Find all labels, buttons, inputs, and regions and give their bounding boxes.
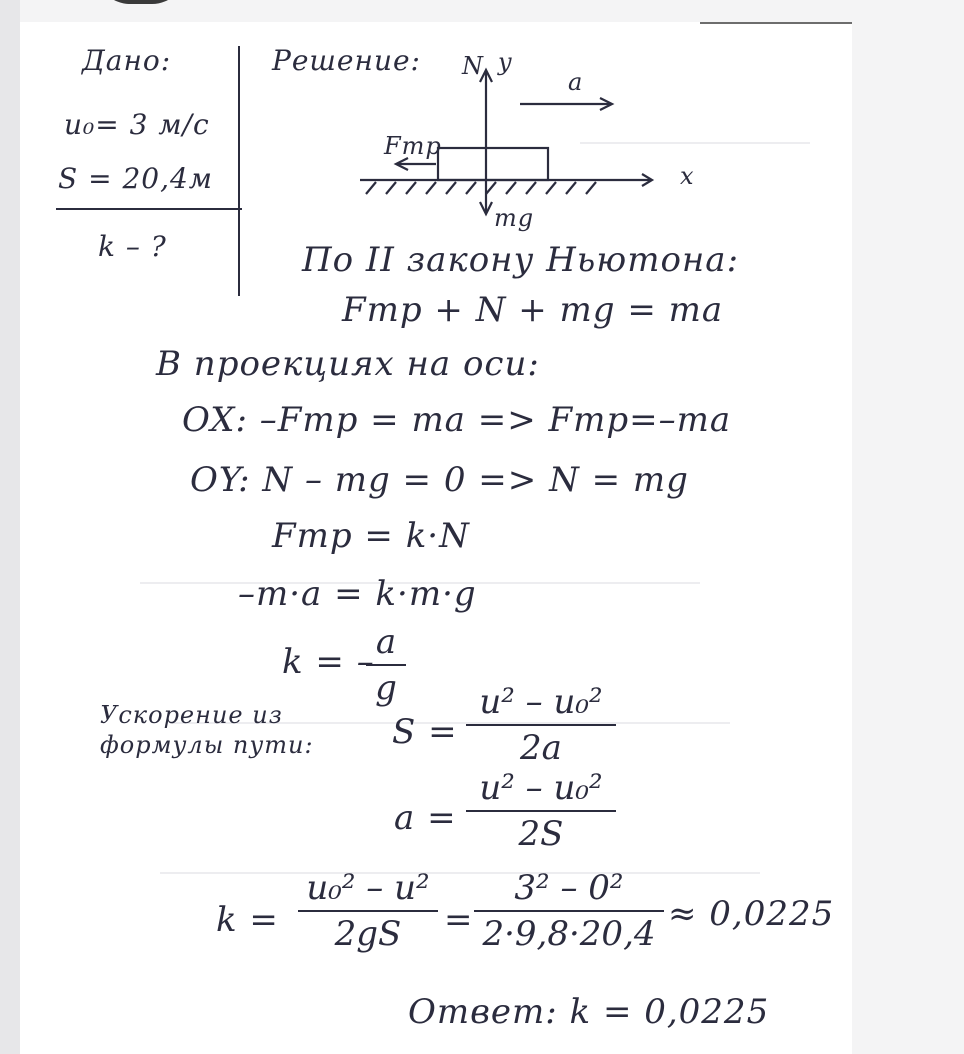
ox-projection: OX: –Fтр = ma => Fтр=–ma — [182, 400, 732, 440]
k-formula-fraction-numeric — [474, 868, 664, 954]
label-y: y — [498, 48, 513, 76]
given-vertical-divider — [238, 46, 240, 296]
fraction-denominator: g — [375, 668, 397, 708]
solution-heading: Решение: — [272, 44, 421, 77]
label-n: N — [462, 52, 484, 80]
fraction-denominator: 2a — [520, 728, 562, 768]
given-distance: S = 20,4м — [58, 162, 214, 195]
k-formula-lhs: k = — [216, 900, 279, 940]
fraction-denominator: 2·9,8·20,4 — [482, 914, 656, 954]
viewer-left-margin — [0, 0, 20, 1054]
fraction-bar — [474, 910, 664, 912]
s-formula-lhs: S = — [392, 712, 458, 752]
k-formula-result: ≈ 0,0225 — [668, 894, 835, 934]
label-mg: mg — [494, 204, 535, 232]
projections-heading: В проекциях на оси: — [156, 344, 540, 384]
k-formula-fraction-symbolic — [298, 868, 438, 954]
a-formula-fraction — [466, 768, 616, 854]
fraction-numerator: a — [375, 622, 397, 662]
given-initial-speed: u₀= 3 м/с — [64, 108, 210, 141]
fraction-numerator: u₀² – u² — [306, 868, 430, 908]
label-x: x — [680, 162, 695, 190]
acceleration-note: Ускорение из формулы пути: — [100, 701, 314, 759]
k-expression-fraction — [366, 622, 406, 708]
given-heading: Дано: — [82, 44, 172, 77]
page-edge-line — [700, 22, 852, 24]
k-formula-equals: = — [444, 900, 474, 940]
ground-hatching — [366, 182, 596, 194]
s-formula-fraction — [466, 682, 616, 768]
handwritten-solution-page — [20, 22, 852, 1054]
vector-equation: Fтр + N + mg = ma — [342, 290, 724, 330]
newton-law-heading: По II закону Ньютона: — [302, 240, 740, 280]
oy-projection: OY: N – mg = 0 => N = mg — [190, 460, 689, 500]
fraction-bar — [466, 810, 616, 812]
k-expression-lhs: k = – — [282, 642, 375, 682]
label-a: a — [568, 68, 584, 96]
a-formula-lhs: a = — [394, 798, 457, 838]
k-equation: –m·a = k·m·g — [238, 574, 477, 614]
bleed-through-line — [160, 872, 760, 874]
answer: Ответ: k = 0,0225 — [408, 992, 770, 1032]
fraction-denominator: 2gS — [334, 914, 402, 954]
block — [438, 148, 548, 180]
unknown-k: k – ? — [98, 230, 167, 263]
fraction-denominator: 2S — [518, 814, 564, 854]
label-friction: Fтр — [384, 132, 442, 160]
fraction-bar — [466, 724, 616, 726]
friction-formula: Fтр = k·N — [272, 516, 470, 556]
given-divider — [56, 208, 242, 210]
fraction-bar — [366, 664, 406, 666]
fraction-numerator: 3² – 0² — [514, 868, 624, 908]
fraction-numerator: u² – u₀² — [479, 682, 603, 722]
fraction-bar — [298, 910, 438, 912]
fraction-numerator: u² – u₀² — [479, 768, 603, 808]
